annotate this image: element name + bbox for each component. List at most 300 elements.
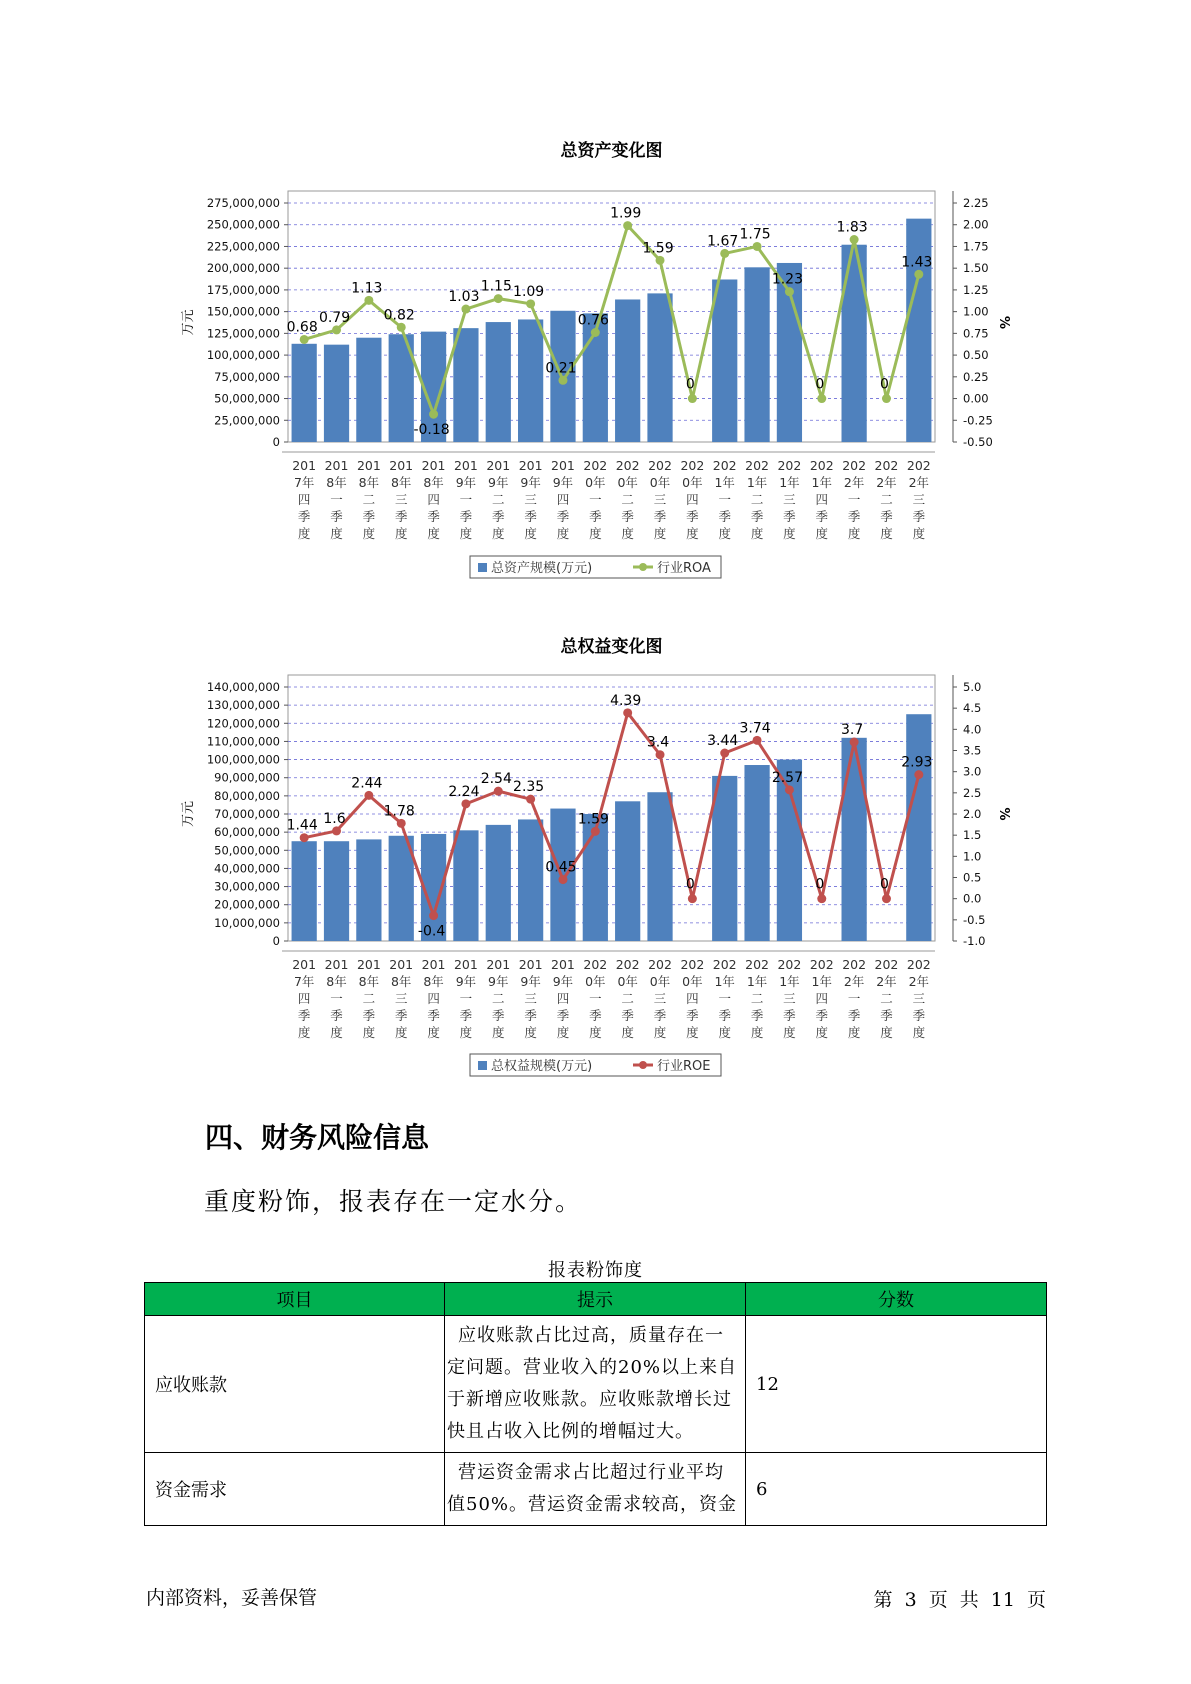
y-tick-label: 125,000,000 [206,326,280,341]
data-label: 2.35 [513,779,545,796]
series-point [656,750,665,759]
bar [906,714,931,941]
x-tick-label: 度 [750,1025,764,1040]
x-tick-label: 三 [524,991,537,1006]
x-tick-label: 季 [524,509,537,524]
x-tick-label: 一 [459,492,473,507]
x-tick-label: 9年 [520,974,541,989]
data-label: 3.4 [646,734,670,751]
y2-tick-label: 1.75 [963,239,989,254]
x-tick-label: 202 [874,458,899,473]
x-tick-label: 1年 [811,475,833,490]
y2-tick-label: -0.50 [963,435,993,449]
x-tick-label: 季 [718,509,731,524]
x-tick-label: 一 [330,991,343,1006]
x-tick-label: 202 [777,957,802,972]
series-point [397,323,406,332]
x-tick-label: 季 [330,509,343,524]
x-tick-label: 度 [427,526,440,541]
bar [324,841,349,941]
x-tick-label: 度 [686,526,699,541]
x-tick-label: 季 [653,1008,667,1023]
x-tick-label: 202 [648,458,672,473]
bar [615,299,640,442]
series-point [300,335,309,344]
y2-tick-label: -0.5 [963,912,986,927]
x-tick-label: 季 [362,1008,376,1023]
x-tick-label: 9年 [488,475,509,490]
x-tick-label: 二 [880,991,893,1006]
x-tick-label: 季 [880,509,893,524]
series-point [494,787,503,796]
chart-title: 总资产变化图 [560,141,663,161]
data-label: 1.59 [577,811,609,828]
series-point [300,833,309,842]
x-tick-label: 度 [847,1025,861,1040]
x-tick-label: 季 [459,1008,473,1023]
x-tick-label: 三 [783,991,796,1006]
y-tick-label: 40,000,000 [214,861,280,876]
bar [486,322,511,442]
bar [356,839,381,941]
x-tick-label: 0年 [649,475,671,490]
x-tick-label: 0年 [617,974,638,989]
data-label: 1.6 [323,810,346,827]
x-tick-label: 一 [330,492,343,507]
x-tick-label: 季 [686,509,699,524]
x-tick-label: 1年 [746,974,768,989]
x-tick-label: 0年 [649,974,671,989]
data-label: 2.24 [448,783,480,800]
y-tick-label: 200,000,000 [206,261,280,276]
x-tick-label: 8年 [358,475,380,490]
data-label: 2.57 [771,769,804,786]
x-tick-label: 度 [815,1025,829,1040]
data-label: 1.59 [642,240,674,257]
series-point [494,294,503,303]
hint-line: 应收账款占比过高，质量存在一 [458,1325,724,1346]
x-tick-label: 度 [912,526,926,541]
x-tick-label: 9年 [552,974,574,989]
x-tick-label: 季 [653,509,667,524]
y-tick-label: 275,000,000 [206,196,280,210]
x-tick-label: 季 [815,1008,829,1023]
x-tick-label: 四 [297,492,311,507]
y-tick-label: 175,000,000 [206,282,280,297]
x-tick-label: 季 [750,1008,764,1023]
x-tick-label: 四 [427,991,440,1006]
x-tick-label: 度 [556,1025,570,1040]
x-tick-label: 四 [686,492,699,507]
x-tick-label: 度 [492,1025,505,1040]
x-tick-label: 201 [421,458,446,473]
x-tick-label: 季 [394,1008,408,1023]
x-tick-label: 1年 [811,974,833,989]
legend-line-marker [639,563,647,571]
series-point [364,296,373,305]
y-axis-label: 万元 [181,800,196,828]
x-tick-label: 度 [912,1025,926,1040]
y2-tick-label: 3.5 [963,743,982,758]
series-point [364,791,373,800]
bar [744,765,769,941]
x-tick-label: 度 [524,526,537,541]
x-tick-label: 2年 [908,475,930,490]
x-tick-label: 三 [653,492,667,507]
data-label: 0.76 [577,312,609,329]
data-label: 2.44 [351,775,383,792]
x-tick-label: 度 [621,526,634,541]
header-hint: 提示 [445,1283,746,1316]
x-tick-label: 季 [912,1008,926,1023]
x-tick-label: 度 [427,1025,440,1040]
y-tick-label: 75,000,000 [214,369,280,384]
footer-page-number: 第 3 页 共 11 页 [873,1589,1046,1611]
x-tick-label: 二 [492,991,505,1006]
y-tick-label: 150,000,000 [206,304,280,319]
x-tick-label: 度 [718,526,731,541]
x-tick-label: 201 [292,458,317,473]
x-tick-label: 季 [783,1008,796,1023]
x-tick-label: 度 [330,1025,343,1040]
y-tick-label: 120,000,000 [206,716,280,731]
y-tick-label: 10,000,000 [214,915,280,930]
x-tick-label: 202 [680,957,705,972]
x-tick-label: 202 [809,957,834,972]
y2-tick-label: 2.00 [963,217,989,232]
data-label: 0 [880,376,889,393]
series-point [850,235,859,244]
y-tick-label: 250,000,000 [206,217,280,232]
x-tick-label: 季 [589,509,602,524]
x-tick-label: 季 [783,509,796,524]
series-point [688,894,697,903]
y2-axis-label: % [996,315,1011,330]
total-assets-chart [0,130,1191,600]
x-tick-label: 度 [621,1025,634,1040]
row-hint [445,1453,746,1526]
x-tick-label: 201 [551,458,575,473]
x-tick-label: 8年 [423,475,444,490]
y2-tick-label: 1.25 [963,282,989,297]
y2-tick-label: -0.25 [963,413,993,428]
series-point [429,410,438,419]
series-point [817,394,826,403]
x-tick-label: 度 [459,1025,473,1040]
data-label: 1.23 [771,271,804,288]
series-point [526,795,535,804]
legend-label: 行业ROE [657,1059,711,1074]
bar [906,219,931,442]
x-tick-label: 季 [330,1008,343,1023]
data-label: 0 [685,376,695,393]
x-tick-label: 季 [847,509,861,524]
series-point [332,826,341,835]
x-tick-label: 202 [615,458,640,473]
x-tick-label: 201 [518,957,543,972]
table-header-row [145,1283,1047,1316]
y2-tick-label: 4.0 [963,722,982,737]
series-point [461,799,470,808]
row-score: 12 [746,1316,1047,1453]
data-label: 1.43 [901,254,933,271]
x-tick-label: 201 [421,957,446,972]
x-tick-label: 二 [621,991,634,1006]
x-tick-label: 201 [551,957,575,972]
x-tick-label: 度 [750,526,764,541]
y-tick-label: 50,000,000 [214,391,280,406]
x-tick-label: 度 [815,526,829,541]
bar [842,245,867,442]
data-label: 1.09 [513,283,545,300]
x-tick-label: 季 [459,509,473,524]
x-tick-label: 二 [362,991,376,1006]
bar [453,328,478,442]
x-tick-label: 一 [718,492,731,507]
series-point [850,738,859,747]
footer-confidential: 内部资料，妥善保管 [146,1587,318,1609]
x-tick-label: 一 [847,991,861,1006]
x-tick-label: 202 [842,458,867,473]
x-tick-label: 201 [324,957,349,972]
x-tick-label: 202 [648,957,672,972]
x-tick-label: 度 [880,526,893,541]
x-tick-label: 四 [297,991,311,1006]
x-tick-label: 8年 [390,974,412,989]
table-row [145,1453,1047,1526]
x-tick-label: 季 [847,1008,861,1023]
x-tick-label: 201 [356,957,381,972]
x-tick-label: 201 [389,957,414,972]
y2-tick-label: 2.25 [963,196,989,210]
bar [324,345,349,442]
x-tick-label: 度 [718,1025,731,1040]
y2-tick-label: 1.5 [963,828,982,843]
x-tick-label: 8年 [390,475,412,490]
x-tick-label: 季 [750,509,764,524]
bar [292,344,317,442]
x-tick-label: 度 [297,1025,311,1040]
series-point [429,911,438,920]
x-tick-label: 二 [492,492,505,507]
x-tick-label: 季 [589,1008,602,1023]
x-tick-label: 三 [394,492,408,507]
x-tick-label: 202 [680,458,705,473]
data-label: 1.15 [480,278,512,295]
x-tick-label: 201 [389,458,414,473]
x-tick-label: 季 [621,509,634,524]
data-label: 0 [815,876,825,893]
x-tick-label: 9年 [520,475,541,490]
x-tick-label: 202 [906,957,931,972]
x-tick-label: 四 [815,991,829,1006]
x-tick-label: 季 [718,1008,731,1023]
row-hint [445,1316,746,1453]
bar [518,319,543,442]
bar [647,293,672,442]
series-point [526,299,535,308]
x-tick-label: 201 [518,458,543,473]
y2-tick-label: 2.0 [963,807,982,821]
x-tick-label: 2年 [876,974,897,989]
x-tick-label: 三 [653,991,667,1006]
series-point [623,708,632,717]
data-label: -0.18 [413,422,450,439]
y2-tick-label: -1.0 [963,934,986,948]
risk-table [144,1282,1047,1526]
data-label: 1.78 [383,803,415,820]
x-tick-label: 202 [809,458,834,473]
data-label: 3.74 [739,720,771,737]
x-tick-label: 201 [324,458,349,473]
row-item: 应收账款 [145,1316,445,1453]
x-tick-label: 202 [874,957,899,972]
data-label: 4.39 [610,692,642,709]
series-point [817,894,826,903]
data-label: 0 [880,876,889,893]
x-tick-label: 2年 [843,974,865,989]
data-label: 2.54 [480,771,512,788]
y2-tick-label: 1.50 [963,261,989,276]
series-point [882,894,891,903]
y-tick-label: 90,000,000 [214,770,280,785]
legend-label: 总资产规模(万元) [491,561,593,576]
x-tick-label: 季 [297,1008,311,1023]
data-label: 0.79 [318,309,351,326]
bar [842,738,867,941]
total-assets-chart-svg [0,130,1191,600]
legend-label: 行业ROA [657,561,711,576]
x-tick-label: 1年 [779,974,800,989]
x-tick-label: 度 [297,526,311,541]
x-tick-label: 1年 [714,475,735,490]
bar [292,841,317,941]
legend-line-marker [639,1061,647,1069]
y-tick-label: 100,000,000 [206,752,280,767]
x-tick-label: 0年 [682,974,703,989]
y-tick-label: 70,000,000 [214,807,280,821]
x-tick-label: 三 [912,492,926,507]
y-tick-label: 50,000,000 [214,843,280,858]
x-tick-label: 0年 [585,475,606,490]
y2-tick-label: 0.00 [963,391,989,406]
x-tick-label: 8年 [326,974,347,989]
x-tick-label: 二 [750,991,764,1006]
x-tick-label: 一 [459,991,473,1006]
total-equity-chart-svg [0,628,1191,1098]
bar [356,338,381,442]
x-tick-label: 季 [492,509,505,524]
x-tick-label: 度 [783,1025,796,1040]
x-tick-label: 三 [912,991,926,1006]
series-point [623,221,632,230]
series-point [914,270,923,279]
section-summary: 重度粉饰，报表存在一定水分。 [204,1187,583,1216]
total-equity-chart [0,628,1191,1098]
x-tick-label: 季 [394,509,408,524]
legend-label: 总权益规模(万元) [491,1059,593,1074]
x-tick-label: 9年 [552,475,574,490]
x-tick-label: 度 [394,1025,408,1040]
y-tick-label: 80,000,000 [214,788,280,803]
y2-tick-label: 0.50 [963,348,989,363]
x-tick-label: 7年 [293,475,315,490]
x-tick-label: 201 [486,458,511,473]
x-tick-label: 四 [556,991,570,1006]
x-tick-label: 0年 [585,974,606,989]
section-heading: 四、财务风险信息 [205,1121,430,1154]
bar [712,279,737,442]
x-tick-label: 一 [718,991,731,1006]
x-tick-label: 季 [362,509,376,524]
chart-title: 总权益变化图 [560,637,663,657]
x-tick-label: 9年 [455,974,477,989]
hint-line: 于新增应收账款。应收账款增长过 [447,1389,732,1410]
x-tick-label: 四 [556,492,570,507]
series-point [591,827,600,836]
x-tick-label: 季 [621,1008,634,1023]
x-tick-label: 度 [362,526,376,541]
data-label: 2.93 [901,754,933,771]
y2-tick-label: 3.0 [963,764,982,779]
x-tick-label: 季 [815,509,829,524]
x-tick-label: 度 [589,526,602,541]
bar [453,830,478,941]
series-point [558,875,567,884]
row-score: 6 [746,1453,1047,1526]
data-label: 0 [815,376,825,393]
series-point [753,242,762,251]
x-tick-label: 202 [583,458,608,473]
data-label: 0.21 [545,360,577,377]
y2-tick-label: 0.25 [963,369,989,384]
x-tick-label: 202 [712,957,737,972]
x-tick-label: 1年 [714,974,735,989]
data-label: 1.75 [739,226,771,243]
x-tick-label: 季 [427,509,440,524]
y2-tick-label: 2.5 [963,785,982,800]
x-tick-label: 度 [589,1025,602,1040]
x-tick-label: 季 [686,1008,699,1023]
series-point [882,394,891,403]
y-tick-label: 0 [272,934,280,948]
x-tick-label: 二 [621,492,634,507]
x-tick-label: 二 [750,492,764,507]
data-label: -0.4 [417,923,446,940]
table-caption: 报表粉饰度 [548,1260,643,1281]
series-point [332,325,341,334]
x-tick-label: 二 [880,492,893,507]
series-point [591,328,600,337]
series-point [720,249,729,258]
y2-tick-label: 5.0 [963,680,982,694]
y-tick-label: 225,000,000 [206,239,280,254]
x-tick-label: 2年 [876,475,897,490]
data-label: 1.67 [707,233,739,250]
row-item: 资金需求 [145,1453,445,1526]
series-point [461,305,470,314]
series-point [720,749,729,758]
legend-bar-swatch [478,1061,487,1070]
x-tick-label: 201 [292,957,317,972]
x-tick-label: 202 [777,458,802,473]
x-tick-label: 8年 [423,974,444,989]
x-tick-label: 三 [524,492,537,507]
data-label: 1.03 [448,289,480,306]
data-label: 0 [685,876,695,893]
x-tick-label: 8年 [358,974,380,989]
x-tick-label: 一 [589,492,602,507]
